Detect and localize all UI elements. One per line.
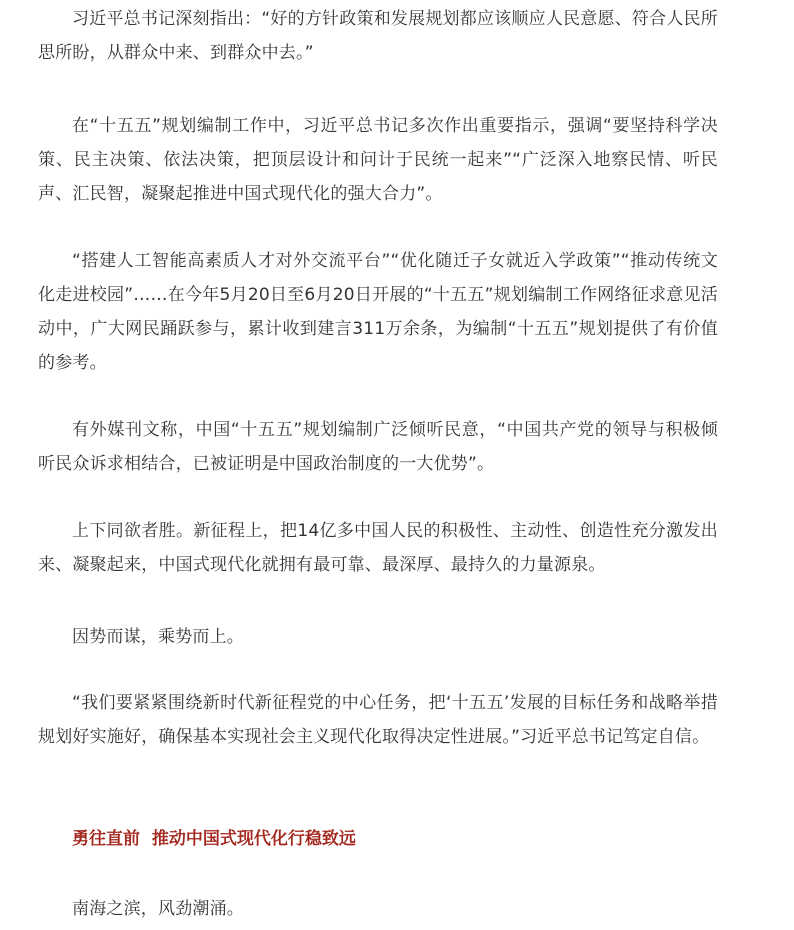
paragraph-6: 因势而谋，乘势而上。 (72, 627, 244, 647)
closing-paragraph: 南海之滨，风劲潮涌。 (72, 899, 244, 919)
section-heading: 勇往直前 推动中国式现代化行稳致远 (72, 829, 356, 849)
paragraph-3: “搭建人工智能高素质人才对外交流平台”“优化随迁子女就近入学政策”“推动传统文化走进校园”……在今年5月20日至6月20日开展的“十五五”规划编制工作网络征求意见活动中，广大网民踊跃参与，累计收到建言311万余条，为编制“十五五”规划提供了有价值的参考。 (38, 251, 718, 373)
paragraph-2: 在“十五五”规划编制工作中，习近平总书记多次作出重要指示，强调“要坚持科学决策、民主决策、依法决策，把顶层设计和问计于民统一起来”“广泛深入地察民情、听民声、汇民智，凝聚起推进中国式现代化的强大合力”。 (38, 116, 718, 204)
paragraph-5: 上下同欲者胜。新征程上，把14亿多中国人民的积极性、主动性、创造性充分激发出来、凝聚起来，中国式现代化就拥有最可靠、最深厚、最持久的力量源泉。 (38, 521, 718, 575)
paragraph-7: “我们要紧紧围绕新时代新征程党的中心任务，把‘十五五’发展的目标任务和战略举措规划好实施好，确保基本实现社会主义现代化取得决定性进展。”习近平总书记笃定自信。 (38, 693, 718, 747)
paragraph-4: 有外媒刊文称，中国“十五五”规划编制广泛倾听民意，“中国共产党的领导与积极倾听民众诉求相结合，已被证明是中国政治制度的一大优势”。 (38, 420, 718, 474)
paragraph-1: 习近平总书记深刻指出：“好的方针政策和发展规划都应该顺应人民意愿、符合人民所思所盼，从群众中来、到群众中去。” (38, 9, 718, 63)
